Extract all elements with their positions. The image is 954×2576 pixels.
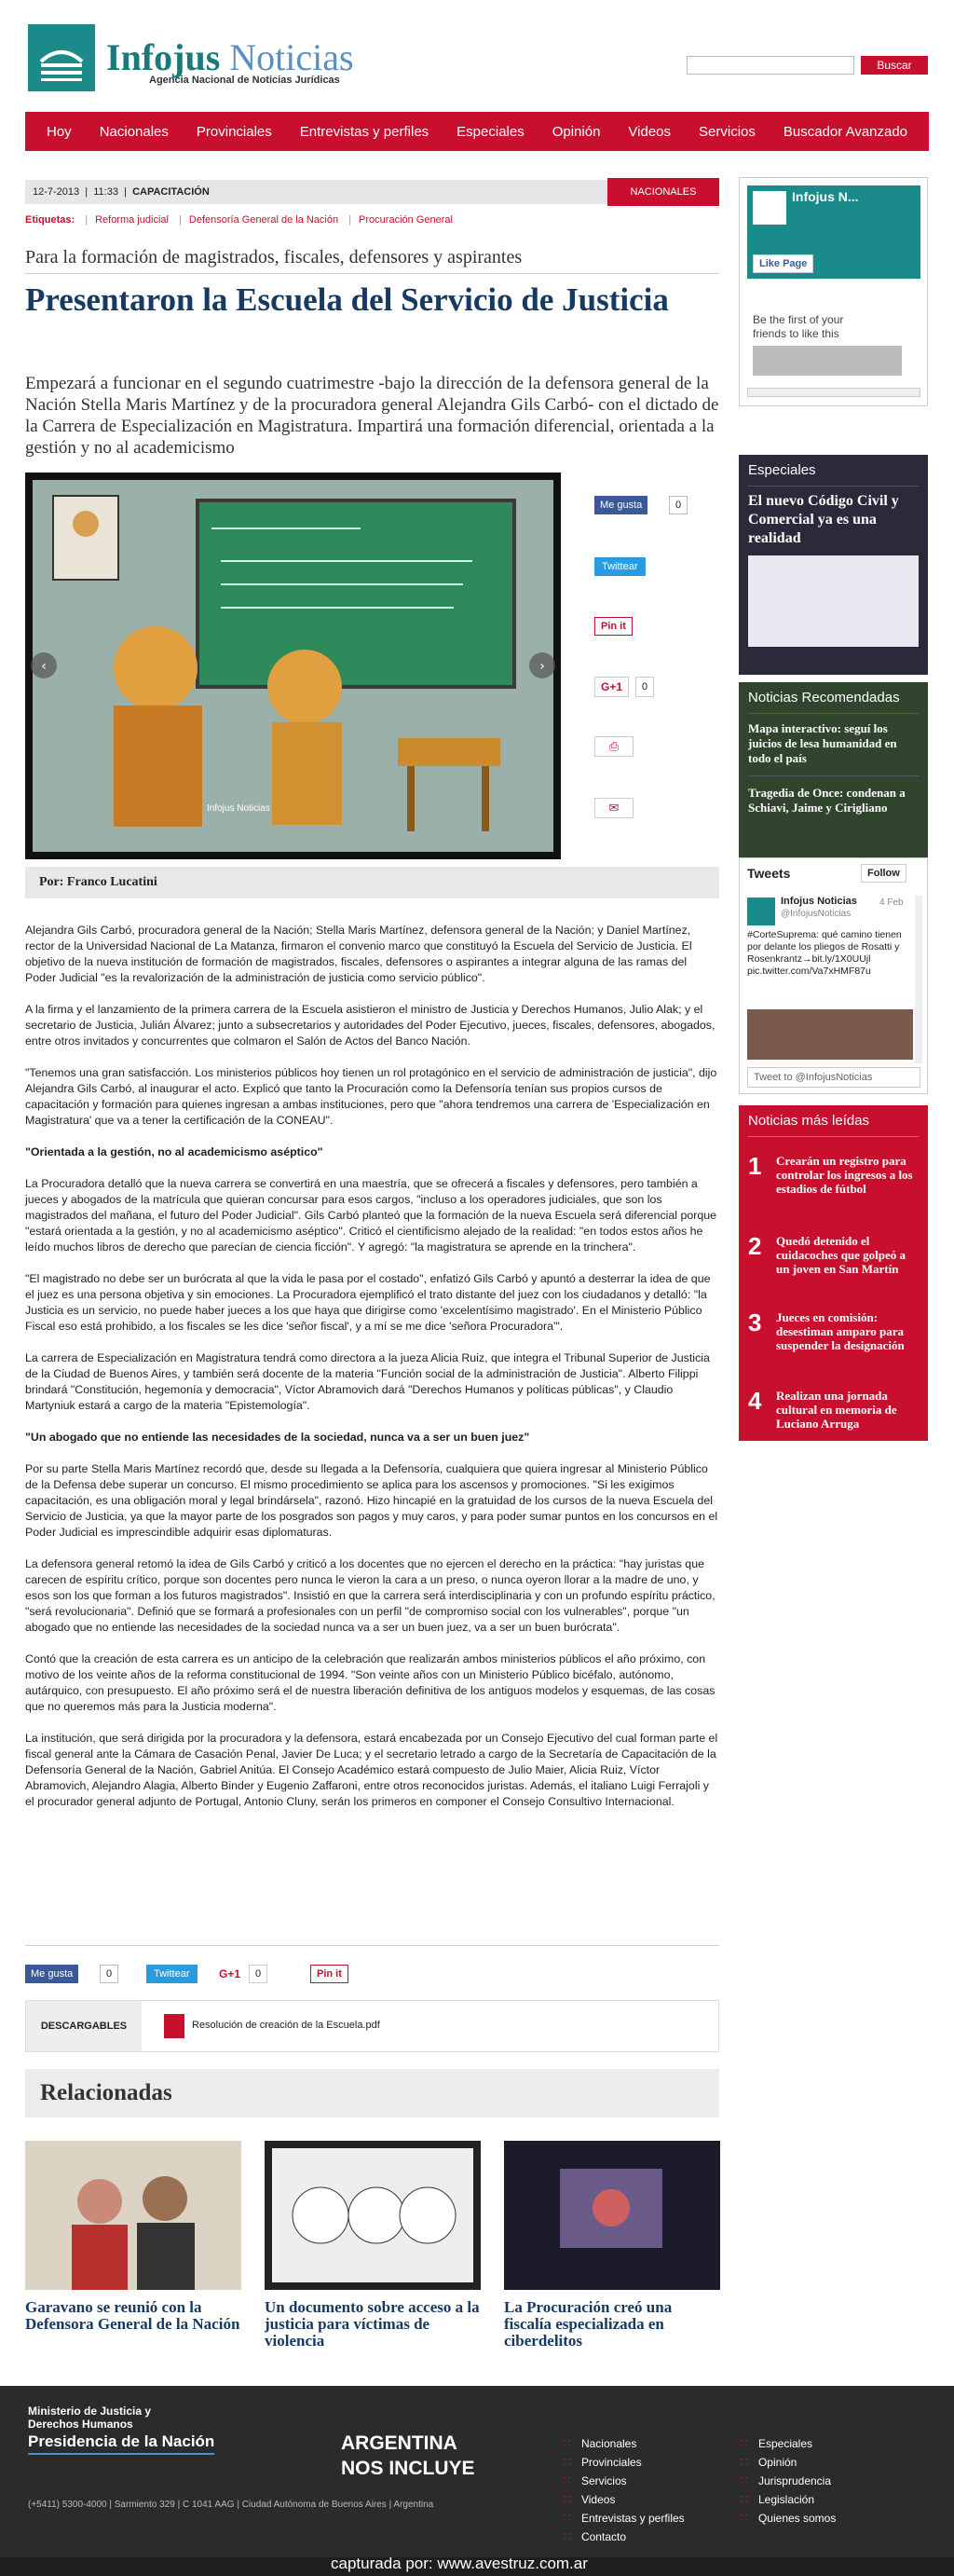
related-heading: Relacionadas bbox=[25, 2069, 719, 2117]
brand-second: Noticias bbox=[229, 36, 354, 78]
article-title: Presentaron la Escuela del Servicio de Justicia bbox=[25, 281, 669, 318]
twitter-follow-button[interactable]: Follow bbox=[861, 864, 906, 883]
mas-leida-title[interactable]: Crearán un registro para controlar los ingresos a los estadios de fútbol bbox=[776, 1154, 913, 1196]
article-body bbox=[25, 923, 719, 1826]
tweet-text: #CorteSuprema: qué camino tienen por delante los pliegos de Rosatti y Rosenkrantz→bit.ly/1X0UUjl pic.twitter.com/Va7xHMF87u bbox=[747, 929, 902, 977]
mas-leidas-box: Noticias más leídas 1 Crearán un registro para controlar los ingresos a los estadios de fútbol 2 Quedó detenido el cuidacoches que golpeó a un joven en San Martín 3 Jueces en comisión: desestiman amparo para suspender la designación 4 Realizan una jornada cultural en memoria de Luciano Arruga bbox=[739, 1105, 928, 1441]
svg-text:›: › bbox=[539, 659, 545, 674]
article-image bbox=[25, 473, 561, 859]
footer-link[interactable]: ∷ Quienes somos bbox=[741, 2509, 836, 2528]
tag-link[interactable]: Reforma judicial bbox=[95, 214, 169, 226]
nav-hoy[interactable]: Hoy bbox=[47, 123, 72, 140]
section-badge[interactable]: NACIONALES bbox=[607, 178, 719, 206]
fb-like-button[interactable]: Me gusta bbox=[25, 1965, 78, 1983]
gplus-count: 0 bbox=[249, 1965, 267, 1983]
footer-ministry[interactable]: Ministerio de Justicia y Derechos Humanos bbox=[28, 2405, 152, 2431]
paragraph: "El magistrado no debe ser un burócrata al que la vida le pasa por el costado", enfatizó Gils Carbó y apuntó a desterrar la idea de que el juez es una persona objetiva y sin emociones. La Procuradora ejemplificó el trato distante del juez con los ciudadanos y detalló: "la Justicia es un servicio, no puede haber jueces a los que haya que dirigirse como 'excelentísimo magistrado'. En el Ministerio Público Fiscal eso está prohibido, a los fiscales se les dice 'señor fiscal', y a mí se me dice 'señora Procuradora'". bbox=[25, 1272, 711, 1333]
fb-friends-avatars bbox=[753, 346, 902, 376]
fb-avatar bbox=[753, 191, 786, 225]
footer-link[interactable]: ∷ Jurisprudencia bbox=[741, 2472, 836, 2490]
carousel-next-icon[interactable] bbox=[529, 652, 555, 678]
article-lead: Empezará a funcionar en el segundo cuatrimestre -bajo la dirección de la defensora general de la Nación Stella Maris Martínez y de la procuradora general Alejandra Gils Carbó- con el dictado de la Carrera de Especialización en Magistratura. Impartirá una formación diferencial, orientada a la gestión y no al academicismo bbox=[25, 374, 719, 458]
tag-link[interactable]: Procuración General bbox=[359, 214, 453, 226]
recomendada-link[interactable]: Mapa interactivo: seguí los juicios de lesa humanidad en todo el país bbox=[748, 721, 897, 765]
paragraph: La Procuradora detalló que la nueva carrera se convertirá en una maestría, que se ofrecerá a fiscales y defensores, pero también a jueces y abogados de la matrícula que quieran concursar para esos cargos, "incluso a los operadores judiciales, que son los magistrados del mañana, el futuro del Poder Judicial". Gils Carbó planteó que la formación de la nueva Escuela será diferencial porque "estará orientada a la gestión, y no al academicismo aséptico". Criticó el cientificismo alejado de la realidad: "en todos estos años he leído muchos libros de derecho que parecían de ciencia ficción". Y agregó: "la magistratura se aprende en la trinchera". bbox=[25, 1177, 717, 1254]
byline: Por: Franco Lucatini bbox=[25, 867, 719, 898]
footer-address: (+5411) 5300-4000 | Sarmiento 329 | C 1041 AAG | Ciudad Autónoma de Buenos Aires | Argentina bbox=[28, 2500, 434, 2510]
paragraph: Por su parte Stella Maris Martínez recordó que, desde su llegada a la Defensoría, cualquiera que quiera ingresar al Ministerio Público de la Defensa debe superar un concurso. El mismo procedimiento se aplica para los ascensos y promociones. "Si les exigimos capacitación, es una obligación moral y legal brindársela", razonó. Hizo hincapié en la gratuidad de los cursos de la nueva Escuela del Servicio de Justicia, ya que la mayor parte de los posgrados son pagos y muy caros, y para poder sumar puntos en los concursos en el Poder Judicial es imprescindible adquirir esas diplomaturas. bbox=[25, 1462, 718, 1539]
nav-especiales[interactable]: Especiales bbox=[457, 123, 525, 140]
fb-like-label: Me gusta bbox=[600, 500, 643, 511]
nav-entrevistas[interactable]: Entrevistas y perfiles bbox=[299, 123, 429, 140]
paragraph: A la firma y el lanzamiento de la primera carrera de la Escuela asistieron el ministro de Justicia y Derechos Humanos, Julio Alak; y el secretario de Justicia, Julián Álvarez; junto a subsecretarios y autoridades del Poder Ejecutivo, jueces, fiscales, defensores, abogados, entre otros invitados y concurrentes que colmaron el Salón de Actos del Banco Nación. bbox=[25, 1003, 716, 1048]
main-nav bbox=[25, 112, 929, 151]
share-bottom bbox=[25, 1963, 719, 1985]
article-category: CAPACITACIÓN bbox=[132, 186, 210, 198]
scrollbar[interactable] bbox=[747, 388, 920, 397]
carousel-prev-icon[interactable] bbox=[33, 652, 59, 678]
gplus-button[interactable]: G+1 bbox=[594, 677, 629, 697]
tags-row: Etiquetas: | Reforma judicial | Defensoría General de la Nación | Procuración General bbox=[25, 214, 453, 226]
footer-links bbox=[564, 2434, 685, 2546]
paragraph: "Tenemos una gran satisfacción. Los ministerios públicos hoy tienen un rol protagónico en el servicio de administración de justicia", dijo Alejandra Gils Carbó, al inaugurar el acto. Explicó que tanto la Procuración como la Defensoría tenían sus propios cursos de capacitación y formación para quienes ingresan a ambas instituciones, pero que "ahora tendremos una carrera de 'Especialización en Magistratura' que va a tener la certificación de la CONEAU". bbox=[25, 1066, 717, 1127]
footer-presidency[interactable]: Presidencia de la Nación bbox=[28, 2432, 214, 2455]
footer-link[interactable]: ∷ Servicios bbox=[564, 2472, 685, 2490]
nav-servicios[interactable]: Servicios bbox=[699, 123, 756, 140]
mas-leida-title[interactable]: Realizan una jornada cultural en memoria de Luciano Arruga bbox=[776, 1389, 897, 1431]
nav-opinion[interactable]: Opinión bbox=[552, 123, 601, 140]
related-title[interactable]: Un documento sobre acceso a la justicia para víctimas de violencia bbox=[265, 2298, 480, 2350]
download-link[interactable]: Resolución de creación de la Escuela.pdf bbox=[192, 2020, 380, 2031]
related-image[interactable] bbox=[25, 2141, 241, 2290]
fb-like-count: 0 bbox=[100, 1965, 118, 1983]
footer-link[interactable]: ∷ Especiales bbox=[741, 2434, 836, 2453]
tweet-image[interactable] bbox=[747, 1009, 913, 1060]
footer-links bbox=[741, 2434, 836, 2528]
pdf-icon bbox=[164, 2014, 184, 2038]
gplus-button[interactable]: G+1 bbox=[219, 1967, 241, 1980]
fb-like-button[interactable] bbox=[594, 496, 647, 514]
tag-link[interactable]: Defensoría General de la Nación bbox=[188, 214, 339, 226]
pinit-button[interactable]: Pin it bbox=[310, 1965, 348, 1983]
divider bbox=[25, 1945, 719, 1946]
paragraph: La defensora general retomó la idea de Gils Carbó y criticó a los docentes que no ejercen el derecho en la práctica: "hay juristas que carecen de espíritu crítico, porque son docentes pero nunca le vieron la cara a un preso, o nunca oyeron llorar a la madre de uno, y esos son los que forman a los futuros magistrados". Insistió en que la carrera será interdisciplinaria y con un profundo espíritu práctico, "será revolucionaria". Definió que se formará a profesionales con un perfil "de compromiso social con los vulnerables", porque "un abogado que no entiende las necesidades de la sociedad nunca va a ser un buen juez, va a ser un buen burócrata". bbox=[25, 1557, 716, 1634]
footer-link[interactable]: ∷ Videos bbox=[564, 2490, 685, 2509]
tweet-handle: @InfojusNoticias bbox=[781, 909, 852, 919]
brand-subtitle: Agencia Nacional de Noticias Jurídicas bbox=[149, 75, 340, 86]
gplus-count: 0 bbox=[635, 677, 654, 697]
related-item[interactable] bbox=[504, 2141, 720, 2350]
nav-nacionales[interactable]: Nacionales bbox=[99, 123, 169, 140]
image-watermark: Infojus Noticias bbox=[207, 803, 270, 814]
print-icon[interactable]: ⎙ bbox=[594, 736, 634, 757]
related-title[interactable]: Garavano se reunió con la Defensora General de la Nación bbox=[25, 2298, 240, 2333]
tweet-date: 4 Feb bbox=[879, 897, 904, 908]
paragraph: Contó que la creación de esta carrera es un anticipo de la celebración que realizarán ambos ministerios públicos el año próximo, con motivo de los veinte años de la reforma constitucional de 1994. "Son veinte años con un Ministerio Público bicéfalo, autónomo, autárquico, con presupuesto. El año próximo será el de nuestra liberación definitiva de los antiguos modelos y esquemas, de las cosas que no queremos más para la Justicia moderna". bbox=[25, 1652, 716, 1713]
tweet-avatar bbox=[747, 897, 775, 925]
twitter-button[interactable]: Twittear bbox=[146, 1965, 198, 1983]
especiales-title[interactable]: El nuevo Código Civil y Comercial ya es una realidad bbox=[748, 493, 899, 546]
scrollbar[interactable] bbox=[915, 896, 922, 1063]
related-image[interactable] bbox=[265, 2141, 481, 2290]
logo-mark[interactable] bbox=[28, 24, 95, 91]
footer-argentina-line: NOS INCLUYE bbox=[341, 2458, 475, 2479]
footer-link[interactable]: ∷ Provinciales bbox=[564, 2453, 685, 2472]
footer-link[interactable]: ∷ Legislación bbox=[741, 2490, 836, 2509]
nav-buscador[interactable]: Buscador Avanzado bbox=[783, 123, 908, 140]
especiales-image[interactable] bbox=[748, 555, 919, 647]
tweets-widget bbox=[739, 857, 928, 1094]
footer-link[interactable]: ∷ Contacto bbox=[564, 2528, 685, 2546]
related-image[interactable] bbox=[504, 2141, 720, 2290]
footer-argentina-line: ARGENTINA bbox=[341, 2432, 457, 2454]
mas-leida-title[interactable]: Quedó detenido el cuidacoches que golpeó a un joven en San Martín bbox=[776, 1234, 906, 1276]
footer-link[interactable]: ∷ Opinión bbox=[741, 2453, 836, 2472]
mas-leida-title[interactable]: Jueces en comisión: desestiman amparo para suspender la designación bbox=[776, 1310, 905, 1352]
tweet-author[interactable]: Infojus Noticias bbox=[781, 896, 857, 907]
article-time: 11:33 bbox=[93, 186, 118, 198]
related-item[interactable] bbox=[265, 2141, 481, 2350]
recomendada-link[interactable]: Tragedia de Once: condenan a Schiavi, Jaime y Cirigliano bbox=[748, 786, 906, 815]
article-date: 12-7-2013 bbox=[33, 186, 80, 198]
tweets-heading: Tweets bbox=[747, 866, 791, 881]
recomendadas-heading: Noticias Recomendadas bbox=[748, 690, 900, 706]
footer bbox=[0, 2386, 954, 2576]
fb-page-title[interactable]: Infojus N... bbox=[792, 189, 859, 204]
footer-link[interactable]: ∷ Nacionales bbox=[564, 2434, 685, 2453]
twitter-label: Twittear bbox=[602, 561, 638, 572]
email-icon[interactable]: ✉ bbox=[594, 798, 634, 818]
fb-like-count: 0 bbox=[669, 496, 688, 514]
subheading: "Orientada a la gestión, no al academicismo aséptico" bbox=[25, 1145, 323, 1158]
article-kicker: Para la formación de magistrados, fiscales, defensores y aspirantes bbox=[25, 247, 523, 267]
pinit-button[interactable]: Pin it bbox=[594, 617, 633, 636]
svg-text:‹: ‹ bbox=[41, 659, 47, 674]
divider bbox=[25, 273, 719, 274]
subheading: "Un abogado que no entiende las necesidades de la sociedad, nunca va a ser un buen juez" bbox=[25, 1431, 530, 1444]
paragraph: La institución, que será dirigida por la procuradora y la defensora, estará encabezada por un Consejo Ejecutivo del cual forman parte el fiscal general ante la Cámara de Casación Penal, Javier De Luca; y el secretario letrado a cargo de la Secretaría de Capacitación de la Defensoría General de la Nación, Gabriel Anitúa. El Consejo Académico estará compuesto de Julio Maier, Alicia Ruiz, Víctor Abramovich, Alejandro Alagia, Alberto Binder y Eugenio Zaffaroni, entre otros reconocidos juristas. Además, el italiano Luigi Ferrajoli y el procurador general adjunto de Portugal, Antonio Cluny, serán los primeros en componer el Consejo Consultivo Internacional. bbox=[25, 1732, 718, 1808]
capture-credit: capturada por: www.avestruz.com.ar bbox=[331, 2555, 588, 2572]
brand-main: Infojus bbox=[106, 36, 221, 78]
search-input[interactable] bbox=[687, 56, 854, 75]
fb-like-page-button[interactable]: Like Page bbox=[753, 254, 813, 273]
related-title[interactable]: La Procuración creó una fiscalía especializada en ciberdelitos bbox=[504, 2298, 673, 2350]
mas-leidas-heading: Noticias más leídas bbox=[748, 1113, 870, 1129]
related-item[interactable] bbox=[25, 2141, 241, 2333]
facebook-widget bbox=[739, 177, 928, 406]
brand-name[interactable] bbox=[106, 35, 354, 79]
downloads-box bbox=[25, 2000, 719, 2052]
share-column bbox=[594, 496, 706, 869]
fb-text: Be the first of your friends to like this bbox=[753, 313, 844, 340]
paragraph: La carrera de Especialización en Magistratura tendrá como directora a la jueza Alicia Ruiz, que integra el Tribunal Superior de Justicia de la Ciudad de Buenos Aires, y también será docente de la materia "Función social de la administración de Justicia". Alberto Filippi brindará "Constitución, hegemonía y democracia", Víctor Abramovich dará "Derechos Humanos y políticas públicas", y Claudio Martyniuk estará a cargo de la materia "Epistemología". bbox=[25, 1351, 710, 1412]
tweet-to-input[interactable]: Tweet to @InfojusNoticias bbox=[747, 1067, 920, 1088]
paragraph: Alejandra Gils Carbó, procuradora general de la Nación; Stella Maris Martínez, defensora general de la Nación; y Daniel Martínez, rector de la Universidad Nacional de La Matanza, firmaron el convenio marco que constituyó la Escuela del Servicio de Justicia. El objetivo de la nueva institución de formación de magistrados, fiscales, defensores o aspirantes a integrar alguna de las ramas del Poder Judicial "es la revalorización de la administración de justicia como servicio público". bbox=[25, 924, 692, 984]
especiales-box[interactable] bbox=[739, 455, 928, 675]
especiales-heading: Especiales bbox=[748, 462, 816, 478]
search-button[interactable]: Buscar bbox=[861, 56, 928, 75]
footer-argentina bbox=[341, 2431, 475, 2481]
nav-provinciales[interactable]: Provinciales bbox=[196, 123, 272, 140]
twitter-button[interactable] bbox=[594, 557, 646, 576]
nav-videos[interactable]: Videos bbox=[628, 123, 672, 140]
downloads-label: DESCARGABLES bbox=[26, 2001, 142, 2051]
article-meta: 12-7-2013 | 11:33 | CAPACITACIÓN bbox=[25, 180, 609, 204]
tags-label: Etiquetas: bbox=[25, 214, 75, 226]
footer-link[interactable]: ∷ Entrevistas y perfiles bbox=[564, 2509, 685, 2528]
